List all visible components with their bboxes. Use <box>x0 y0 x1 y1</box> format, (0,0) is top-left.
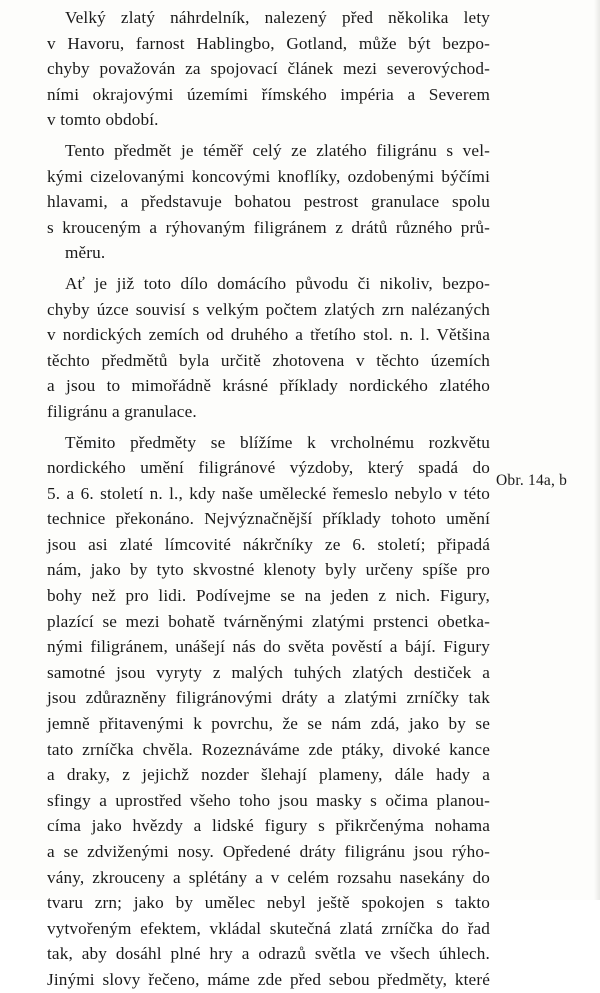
text-line: kými cizelovanými koncovými knoflíky, ozdobenými býčími <box>47 166 490 186</box>
text-line: filigránu a granulace. <box>47 401 197 421</box>
text-line: nám, jako by tyto skvostné klenoty byly určeny spíše pro <box>47 560 490 580</box>
text-line: chyby považován za spojovací článek mezi severovýchod- <box>47 59 490 79</box>
text-line: nordického umění filigránové výzdoby, který spadá do <box>47 458 490 478</box>
text-line: Jinými slovy řečeno, máme zde před sebou předměty, které <box>47 969 490 989</box>
text-line: těchto předmětů byla určitě zhotovena v těchto územích <box>47 350 490 370</box>
figure-reference-note: Obr. 14a, b <box>496 472 568 489</box>
paragraph-filigree-object <box>47 138 490 266</box>
text-line: samotné jsou vyryty z malých tuhých zlatých destiček a <box>47 662 490 682</box>
text-line: a draky, z jejichž nozder šlehají plameny, dále hady a <box>47 765 490 785</box>
text-line: vány, zkrouceny a splétány a v celém rozsahu nasekány do <box>47 867 490 887</box>
text-line: vytvořeným efektem, vkládal skutečná zlatá zrníčka do řad <box>47 918 490 938</box>
text-line: hlavami, a představuje bohatou pestrost granulace spolu <box>47 192 490 212</box>
text-line: ními okrajovými územími římského impéria a Severem <box>47 84 490 104</box>
text-line: jemně přitavenými k povrchu, že se nám zdá, jako by se <box>47 714 490 734</box>
text-line: a jsou to mimořádně krásné příklady nordického zlatého <box>47 376 490 396</box>
text-line: měru. <box>65 243 106 263</box>
text-line: címa jako hvězdy a lidské figury s přikrčenýma nohama <box>47 816 490 836</box>
text-line: jsou asi zlaté límcovité nákrčníky ze 6. století; připadá <box>47 534 490 554</box>
text-line: 5. a 6. století n. l., kdy naše umělecké řemeslo nebylo v této <box>47 483 490 503</box>
paragraph-nordic-origin <box>47 271 490 425</box>
text-line: Ať je již toto dílo domácího původu či nikoliv, bezpo- <box>65 273 490 293</box>
text-line: tvaru zrn; jako by umělec nebyl ještě spokojen s takto <box>47 893 490 913</box>
paragraph-necklace <box>47 5 490 133</box>
text-line: s krouceným a rýhovaným filigránem z drátů různého prů- <box>47 217 490 237</box>
text-line: plazící se mezi bohatě tvárněnými zlatými prstenci obetka- <box>47 611 490 631</box>
text-line: bohy než pro lidi. Podívejme se na jeden z nich. Figury, <box>47 586 490 606</box>
body-text <box>47 5 490 993</box>
text-line: v nordických zemích od druhého a třetího stol. n. l. Většina <box>47 325 490 345</box>
text-line: Velký zlatý náhrdelník, nalezený před několika lety <box>65 8 490 27</box>
text-line: tak, aby dosáhl plné hry a odrazů světla ve všech úhlech. <box>47 944 490 964</box>
text-line: chyby úzce souvisí s velkým počtem zlatých zrn nalézaných <box>47 299 490 319</box>
text-line: v tomto období. <box>47 110 159 130</box>
text-line: Tento předmět je téměř celý ze zlatého filigránu s vel- <box>65 140 490 160</box>
paragraph-golden-collars <box>47 430 490 993</box>
text-line: technice překonáno. Nejvýznačnější příklady tohoto umění <box>47 509 490 529</box>
text-line: jsou zdůrazněny filigránovými dráty a zlatými zrníčky tak <box>47 688 490 708</box>
text-line: sfingy a uprostřed všeho toho jsou masky s očima planou- <box>47 790 490 810</box>
text-line: tato zrníčka chvěla. Rozeznáváme zde ptáky, divoké kance <box>47 739 490 759</box>
text-line: Těmito předměty se blížíme k vrcholnému rozkvětu <box>65 432 490 452</box>
text-line: v Havoru, farnost Hablingbo, Gotland, může být bezpo- <box>47 33 490 53</box>
text-line: nými filigránem, unášejí nás do světa pověstí a bájí. Figury <box>47 637 490 657</box>
text-line: a se zdviženými nosy. Opředené dráty filigránu jsou rýho- <box>47 842 490 861</box>
page-edge-shadow <box>594 0 600 900</box>
